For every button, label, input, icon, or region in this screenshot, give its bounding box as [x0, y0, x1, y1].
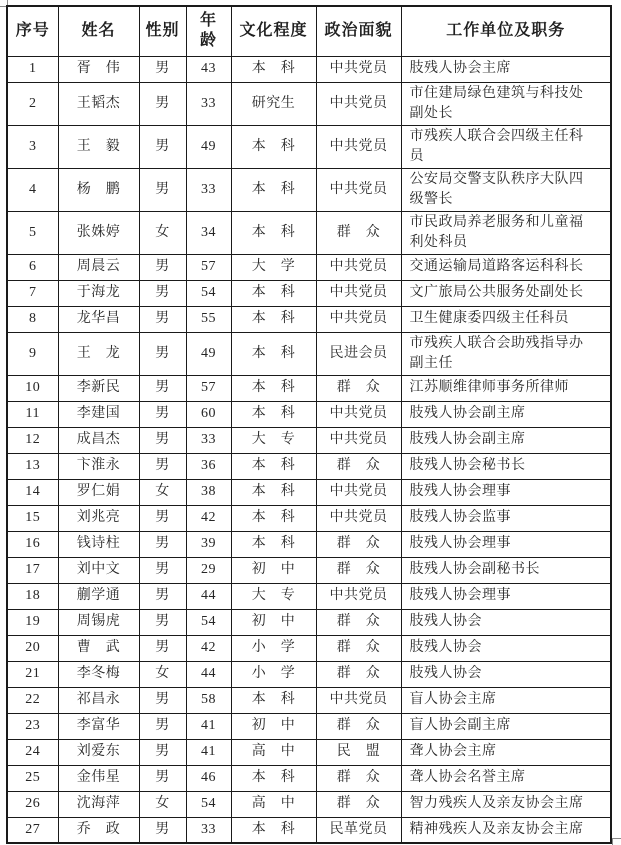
table-row [7, 557, 611, 583]
cell-age: 49 [186, 125, 231, 168]
cell-gender: 男 [139, 82, 186, 125]
cell-education: 大 专 [231, 583, 316, 609]
cell-position: 肢残人协会 [401, 661, 611, 687]
table-row [7, 505, 611, 531]
cell-name: 蒯学通 [58, 583, 139, 609]
cell-name: 刘中文 [58, 557, 139, 583]
cell-gender: 女 [139, 211, 186, 254]
cell-education: 本 科 [231, 375, 316, 401]
cell-index: 2 [7, 82, 58, 125]
cell-name: 周锡虎 [58, 609, 139, 635]
cell-index: 11 [7, 401, 58, 427]
cell-age: 46 [186, 765, 231, 791]
cell-political: 中共党员 [316, 280, 401, 306]
cell-political: 中共党员 [316, 401, 401, 427]
cell-position: 聋人协会名誉主席 [401, 765, 611, 791]
cell-index: 9 [7, 332, 58, 375]
cell-index: 3 [7, 125, 58, 168]
cell-position: 文广旅局公共服务处副处长 [401, 280, 611, 306]
table-row [7, 687, 611, 713]
cell-political: 中共党员 [316, 125, 401, 168]
cell-education: 初 中 [231, 609, 316, 635]
cell-name: 李新民 [58, 375, 139, 401]
cell-gender: 男 [139, 254, 186, 280]
cell-gender: 男 [139, 280, 186, 306]
column-header-label: 年龄 [199, 12, 217, 50]
cell-index: 8 [7, 306, 58, 332]
cell-education: 高 中 [231, 739, 316, 765]
cell-gender: 男 [139, 817, 186, 843]
cell-education: 本 科 [231, 280, 316, 306]
cell-education: 小 学 [231, 661, 316, 687]
column-header-label: 姓名 [81, 22, 116, 40]
cell-education: 本 科 [231, 168, 316, 211]
cell-index: 17 [7, 557, 58, 583]
cell-name: 刘爱东 [58, 739, 139, 765]
cell-political: 群 众 [316, 661, 401, 687]
cell-age: 36 [186, 453, 231, 479]
cell-position: 市残疾人联合会四级主任科员 [401, 125, 611, 168]
column-header-label: 工作单位及职务 [446, 22, 566, 40]
table-row [7, 427, 611, 453]
column-header-name [58, 6, 139, 56]
cell-gender: 男 [139, 56, 186, 82]
cell-name: 周晨云 [58, 254, 139, 280]
cell-age: 54 [186, 791, 231, 817]
cell-name: 龙华昌 [58, 306, 139, 332]
cell-index: 23 [7, 713, 58, 739]
table-row [7, 280, 611, 306]
cell-age: 33 [186, 427, 231, 453]
table-row [7, 531, 611, 557]
cell-position: 肢残人协会理事 [401, 531, 611, 557]
cell-gender: 男 [139, 505, 186, 531]
cell-gender: 男 [139, 375, 186, 401]
column-header-label: 性别 [145, 22, 180, 40]
cell-position: 市残疾人联合会助残指导办副主任 [401, 332, 611, 375]
cell-index: 15 [7, 505, 58, 531]
cell-age: 55 [186, 306, 231, 332]
table-row [7, 609, 611, 635]
cell-political: 群 众 [316, 713, 401, 739]
cell-gender: 女 [139, 479, 186, 505]
cell-education: 小 学 [231, 635, 316, 661]
cell-index: 5 [7, 211, 58, 254]
cell-education: 本 科 [231, 765, 316, 791]
column-header-gender [139, 6, 186, 56]
cell-education: 本 科 [231, 479, 316, 505]
cell-name: 李建国 [58, 401, 139, 427]
cell-political: 民进会员 [316, 332, 401, 375]
cell-education: 本 科 [231, 306, 316, 332]
cell-political: 中共党员 [316, 168, 401, 211]
cell-index: 20 [7, 635, 58, 661]
cell-position: 肢残人协会秘书长 [401, 453, 611, 479]
cell-position: 精神残疾人及亲友协会主席 [401, 817, 611, 843]
cell-index: 12 [7, 427, 58, 453]
cell-political: 群 众 [316, 609, 401, 635]
cell-name: 钱诗柱 [58, 531, 139, 557]
cell-name: 曹 武 [58, 635, 139, 661]
cell-age: 58 [186, 687, 231, 713]
cell-education: 本 科 [231, 56, 316, 82]
cell-name: 张姝婷 [58, 211, 139, 254]
cell-name: 沈海萍 [58, 791, 139, 817]
cell-political: 中共党员 [316, 505, 401, 531]
cell-education: 本 科 [231, 211, 316, 254]
cell-name: 刘兆亮 [58, 505, 139, 531]
column-header-age [186, 6, 231, 56]
table-row [7, 56, 611, 82]
cell-position: 肢残人协会主席 [401, 56, 611, 82]
header-row [7, 6, 611, 56]
cell-index: 22 [7, 687, 58, 713]
table-row [7, 254, 611, 280]
cell-position: 肢残人协会 [401, 609, 611, 635]
cell-gender: 男 [139, 453, 186, 479]
cell-name: 乔 政 [58, 817, 139, 843]
cell-position: 智力残疾人及亲友协会主席 [401, 791, 611, 817]
cell-education: 本 科 [231, 401, 316, 427]
cell-age: 29 [186, 557, 231, 583]
cell-age: 34 [186, 211, 231, 254]
table-resize-handle-icon[interactable] [612, 838, 621, 845]
cell-political: 群 众 [316, 211, 401, 254]
cell-education: 高 中 [231, 791, 316, 817]
cell-name: 于海龙 [58, 280, 139, 306]
cell-age: 54 [186, 609, 231, 635]
cell-gender: 男 [139, 306, 186, 332]
cell-education: 大 学 [231, 254, 316, 280]
cell-gender: 男 [139, 168, 186, 211]
cell-name: 李富华 [58, 713, 139, 739]
table-row [7, 306, 611, 332]
table-row [7, 635, 611, 661]
table-row [7, 82, 611, 125]
cell-political: 群 众 [316, 453, 401, 479]
cell-age: 49 [186, 332, 231, 375]
cell-index: 27 [7, 817, 58, 843]
cell-political: 中共党员 [316, 82, 401, 125]
cell-political: 中共党员 [316, 479, 401, 505]
cell-position: 肢残人协会副主席 [401, 401, 611, 427]
cell-index: 21 [7, 661, 58, 687]
column-header-label: 政治面貌 [324, 22, 393, 40]
cell-name: 杨 鹏 [58, 168, 139, 211]
cell-education: 本 科 [231, 505, 316, 531]
cell-education: 本 科 [231, 453, 316, 479]
cell-gender: 男 [139, 635, 186, 661]
cell-education: 本 科 [231, 125, 316, 168]
cell-age: 44 [186, 661, 231, 687]
cell-political: 中共党员 [316, 427, 401, 453]
cell-political: 群 众 [316, 531, 401, 557]
cell-gender: 男 [139, 401, 186, 427]
cell-name: 王 龙 [58, 332, 139, 375]
table-row [7, 211, 611, 254]
column-header-index [7, 6, 58, 56]
table-row [7, 583, 611, 609]
table-row [7, 479, 611, 505]
cell-position: 肢残人协会副主席 [401, 427, 611, 453]
cell-name: 胥 伟 [58, 56, 139, 82]
cell-index: 6 [7, 254, 58, 280]
table-row [7, 817, 611, 843]
cell-index: 16 [7, 531, 58, 557]
cell-age: 54 [186, 280, 231, 306]
cell-index: 14 [7, 479, 58, 505]
cell-name: 卞淮永 [58, 453, 139, 479]
cell-position: 肢残人协会 [401, 635, 611, 661]
cell-name: 李冬梅 [58, 661, 139, 687]
table-row [7, 739, 611, 765]
cell-gender: 男 [139, 332, 186, 375]
cell-gender: 女 [139, 791, 186, 817]
column-header-label: 序号 [15, 22, 50, 40]
cell-political: 中共党员 [316, 306, 401, 332]
cell-name: 王 毅 [58, 125, 139, 168]
table-row [7, 401, 611, 427]
cell-index: 26 [7, 791, 58, 817]
cell-position: 肢残人协会理事 [401, 583, 611, 609]
cell-age: 42 [186, 505, 231, 531]
column-header-position [401, 6, 611, 56]
cell-education: 初 中 [231, 713, 316, 739]
cell-index: 25 [7, 765, 58, 791]
cell-position: 市民政局养老服务和儿童福利处科员 [401, 211, 611, 254]
cell-political: 中共党员 [316, 56, 401, 82]
cell-age: 43 [186, 56, 231, 82]
cell-name: 王韬杰 [58, 82, 139, 125]
cell-education: 本 科 [231, 687, 316, 713]
cell-position: 卫生健康委四级主任科员 [401, 306, 611, 332]
cell-political: 群 众 [316, 791, 401, 817]
table-row [7, 453, 611, 479]
cell-position: 交通运输局道路客运科科长 [401, 254, 611, 280]
cell-political: 群 众 [316, 765, 401, 791]
cell-index: 7 [7, 280, 58, 306]
cell-index: 13 [7, 453, 58, 479]
cell-gender: 男 [139, 609, 186, 635]
cell-position: 市住建局绿色建筑与科技处副处长 [401, 82, 611, 125]
cell-political: 群 众 [316, 635, 401, 661]
cell-age: 60 [186, 401, 231, 427]
roster-table [6, 5, 612, 844]
cell-age: 44 [186, 583, 231, 609]
cell-political: 民革党员 [316, 817, 401, 843]
cell-index: 18 [7, 583, 58, 609]
cell-index: 19 [7, 609, 58, 635]
table-row [7, 791, 611, 817]
cell-age: 33 [186, 817, 231, 843]
cell-name: 金伟星 [58, 765, 139, 791]
cell-index: 10 [7, 375, 58, 401]
column-header-label: 文化程度 [239, 22, 308, 40]
cell-age: 33 [186, 168, 231, 211]
cell-name: 祁昌永 [58, 687, 139, 713]
cell-education: 初 中 [231, 557, 316, 583]
cell-political: 民 盟 [316, 739, 401, 765]
cell-education: 本 科 [231, 817, 316, 843]
cell-political: 群 众 [316, 557, 401, 583]
cell-position: 肢残人协会监事 [401, 505, 611, 531]
cell-age: 38 [186, 479, 231, 505]
cell-position: 肢残人协会副秘书长 [401, 557, 611, 583]
cell-gender: 男 [139, 427, 186, 453]
cell-political: 中共党员 [316, 583, 401, 609]
cell-position: 聋人协会主席 [401, 739, 611, 765]
table-row [7, 168, 611, 211]
cell-political: 中共党员 [316, 687, 401, 713]
cell-gender: 男 [139, 765, 186, 791]
table-row [7, 125, 611, 168]
cell-education: 研究生 [231, 82, 316, 125]
cell-political: 群 众 [316, 375, 401, 401]
column-header-political [316, 6, 401, 56]
cell-education: 本 科 [231, 332, 316, 375]
cell-age: 57 [186, 375, 231, 401]
cell-position: 公安局交警支队秩序大队四级警长 [401, 168, 611, 211]
cell-age: 42 [186, 635, 231, 661]
table-row [7, 713, 611, 739]
cell-position: 江苏顺维律师事务所律师 [401, 375, 611, 401]
cell-education: 本 科 [231, 531, 316, 557]
cell-age: 33 [186, 82, 231, 125]
cell-gender: 男 [139, 739, 186, 765]
cell-gender: 男 [139, 687, 186, 713]
cell-position: 盲人协会副主席 [401, 713, 611, 739]
cell-age: 41 [186, 713, 231, 739]
table-row [7, 765, 611, 791]
cell-age: 57 [186, 254, 231, 280]
cell-age: 39 [186, 531, 231, 557]
cell-index: 24 [7, 739, 58, 765]
cell-gender: 女 [139, 661, 186, 687]
cell-age: 41 [186, 739, 231, 765]
table-body [7, 56, 611, 843]
cell-index: 4 [7, 168, 58, 211]
cell-position: 盲人协会主席 [401, 687, 611, 713]
cell-gender: 男 [139, 557, 186, 583]
cell-index: 1 [7, 56, 58, 82]
column-header-education [231, 6, 316, 56]
cell-position: 肢残人协会理事 [401, 479, 611, 505]
cell-name: 成昌杰 [58, 427, 139, 453]
cell-gender: 男 [139, 713, 186, 739]
table-row [7, 661, 611, 687]
cell-gender: 男 [139, 531, 186, 557]
table-row [7, 332, 611, 375]
cell-name: 罗仁娟 [58, 479, 139, 505]
table-row [7, 375, 611, 401]
cell-education: 大 专 [231, 427, 316, 453]
cell-gender: 男 [139, 583, 186, 609]
cell-political: 中共党员 [316, 254, 401, 280]
cell-gender: 男 [139, 125, 186, 168]
